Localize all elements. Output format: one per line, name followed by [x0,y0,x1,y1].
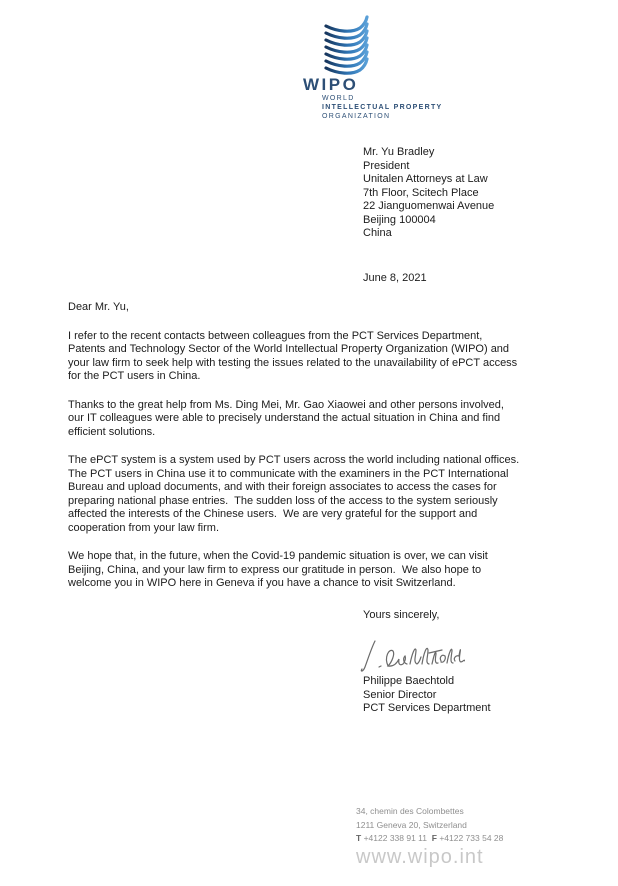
text-line: We hope that, in the future, when the Covid-19 pandemic situation is over, we can visit [68,550,488,562]
text-line: affected the interests of the Chinese users. We are very grateful for the support and [68,508,478,520]
signer-block [363,675,491,716]
footer-address-line2: 1211 Geneva 20, Switzerland [356,819,467,830]
text-line: for the PCT users in China. [68,370,201,382]
handwritten-signature [350,636,465,676]
wipo-subtitle-world: WORLD [322,95,355,102]
salutation: Dear Mr. Yu, [68,301,129,313]
paragraph [68,550,603,591]
text-line: Thanks to the great help from Ms. Ding Mei, Mr. Gao Xiaowei and other persons involved, [68,398,504,411]
footer-phone-line [356,832,503,846]
text-line: Philippe Baechtold [363,675,455,687]
text-line: Bureau and upload documents, and with their foreign associates to access the cases for [68,481,497,493]
wipo-subtitle-organization: ORGANIZATION [322,113,391,120]
text-line: The ePCT system is a system used by PCT users across the world including national offices. [68,454,520,466]
footer-address-line1: 34, chemin des Colombettes [356,806,464,816]
tel-number: +4122 338 91 11 [363,833,427,843]
text-line: The PCT users in China use it to communicate with the examiners in the PCT International [68,467,509,480]
fax-label: F [431,833,437,843]
paragraph [68,399,603,440]
wipo-subtitle [322,94,443,121]
text-line: PCT Services Department [363,702,491,714]
letter-date: June 8, 2021 [363,272,427,284]
wipo-brand-text: WIPO [303,75,359,94]
text-line: welcome you in WIPO here in Geneva if you have a chance to visit Switzerland. [68,577,456,589]
text-line: Beijing, China, and your law firm to express our gratitude in person. We also hope to [68,563,482,576]
text-line: 22 Jianguomenwai Avenue [363,200,495,212]
text-line: cooperation from your law firm. [68,521,219,534]
text-line: preparing national phase entries. The sudden loss of the access to the system seriously [68,494,498,507]
website-url: www.wipo.int [356,845,484,868]
text-line: Senior Director [363,688,437,701]
text-line: Mr. Yu Bradley [363,146,435,158]
paragraph [68,454,603,535]
text-line: your law firm to seek help with testing the issues related to the unavailability of ePCT access [68,356,518,369]
fax-number: +4122 733 54 28 [439,833,504,843]
letter-body [68,301,603,606]
wipo-logo [303,15,483,130]
text-line: Beijing 100004 [363,213,436,226]
paragraph [68,330,603,384]
paragraphs [68,330,603,591]
closing-phrase: Yours sincerely, [363,609,440,621]
text-line: China [363,227,392,239]
text-line: efficient solutions. [68,425,156,438]
text-line: our IT colleagues were able to precisely understand the actual situation in China and find [68,412,501,424]
text-line: I refer to the recent contacts between colleagues from the PCT Services Department, [68,329,483,342]
wipo-subtitle-intellectual-property: INTELLECTUAL PROPERTY [322,104,443,111]
text-line: 7th Floor, Scitech Place [363,186,479,199]
footer [356,805,503,867]
tel-label: T [356,833,362,843]
wipo-spiral-icon [322,15,370,77]
text-line: President [363,159,410,172]
text-line: Patents and Technology Sector of the World Intellectual Property Organization (WIPO) and [68,343,510,355]
text-line: Unitalen Attorneys at Law [363,173,488,185]
recipient-address-block [363,146,494,241]
